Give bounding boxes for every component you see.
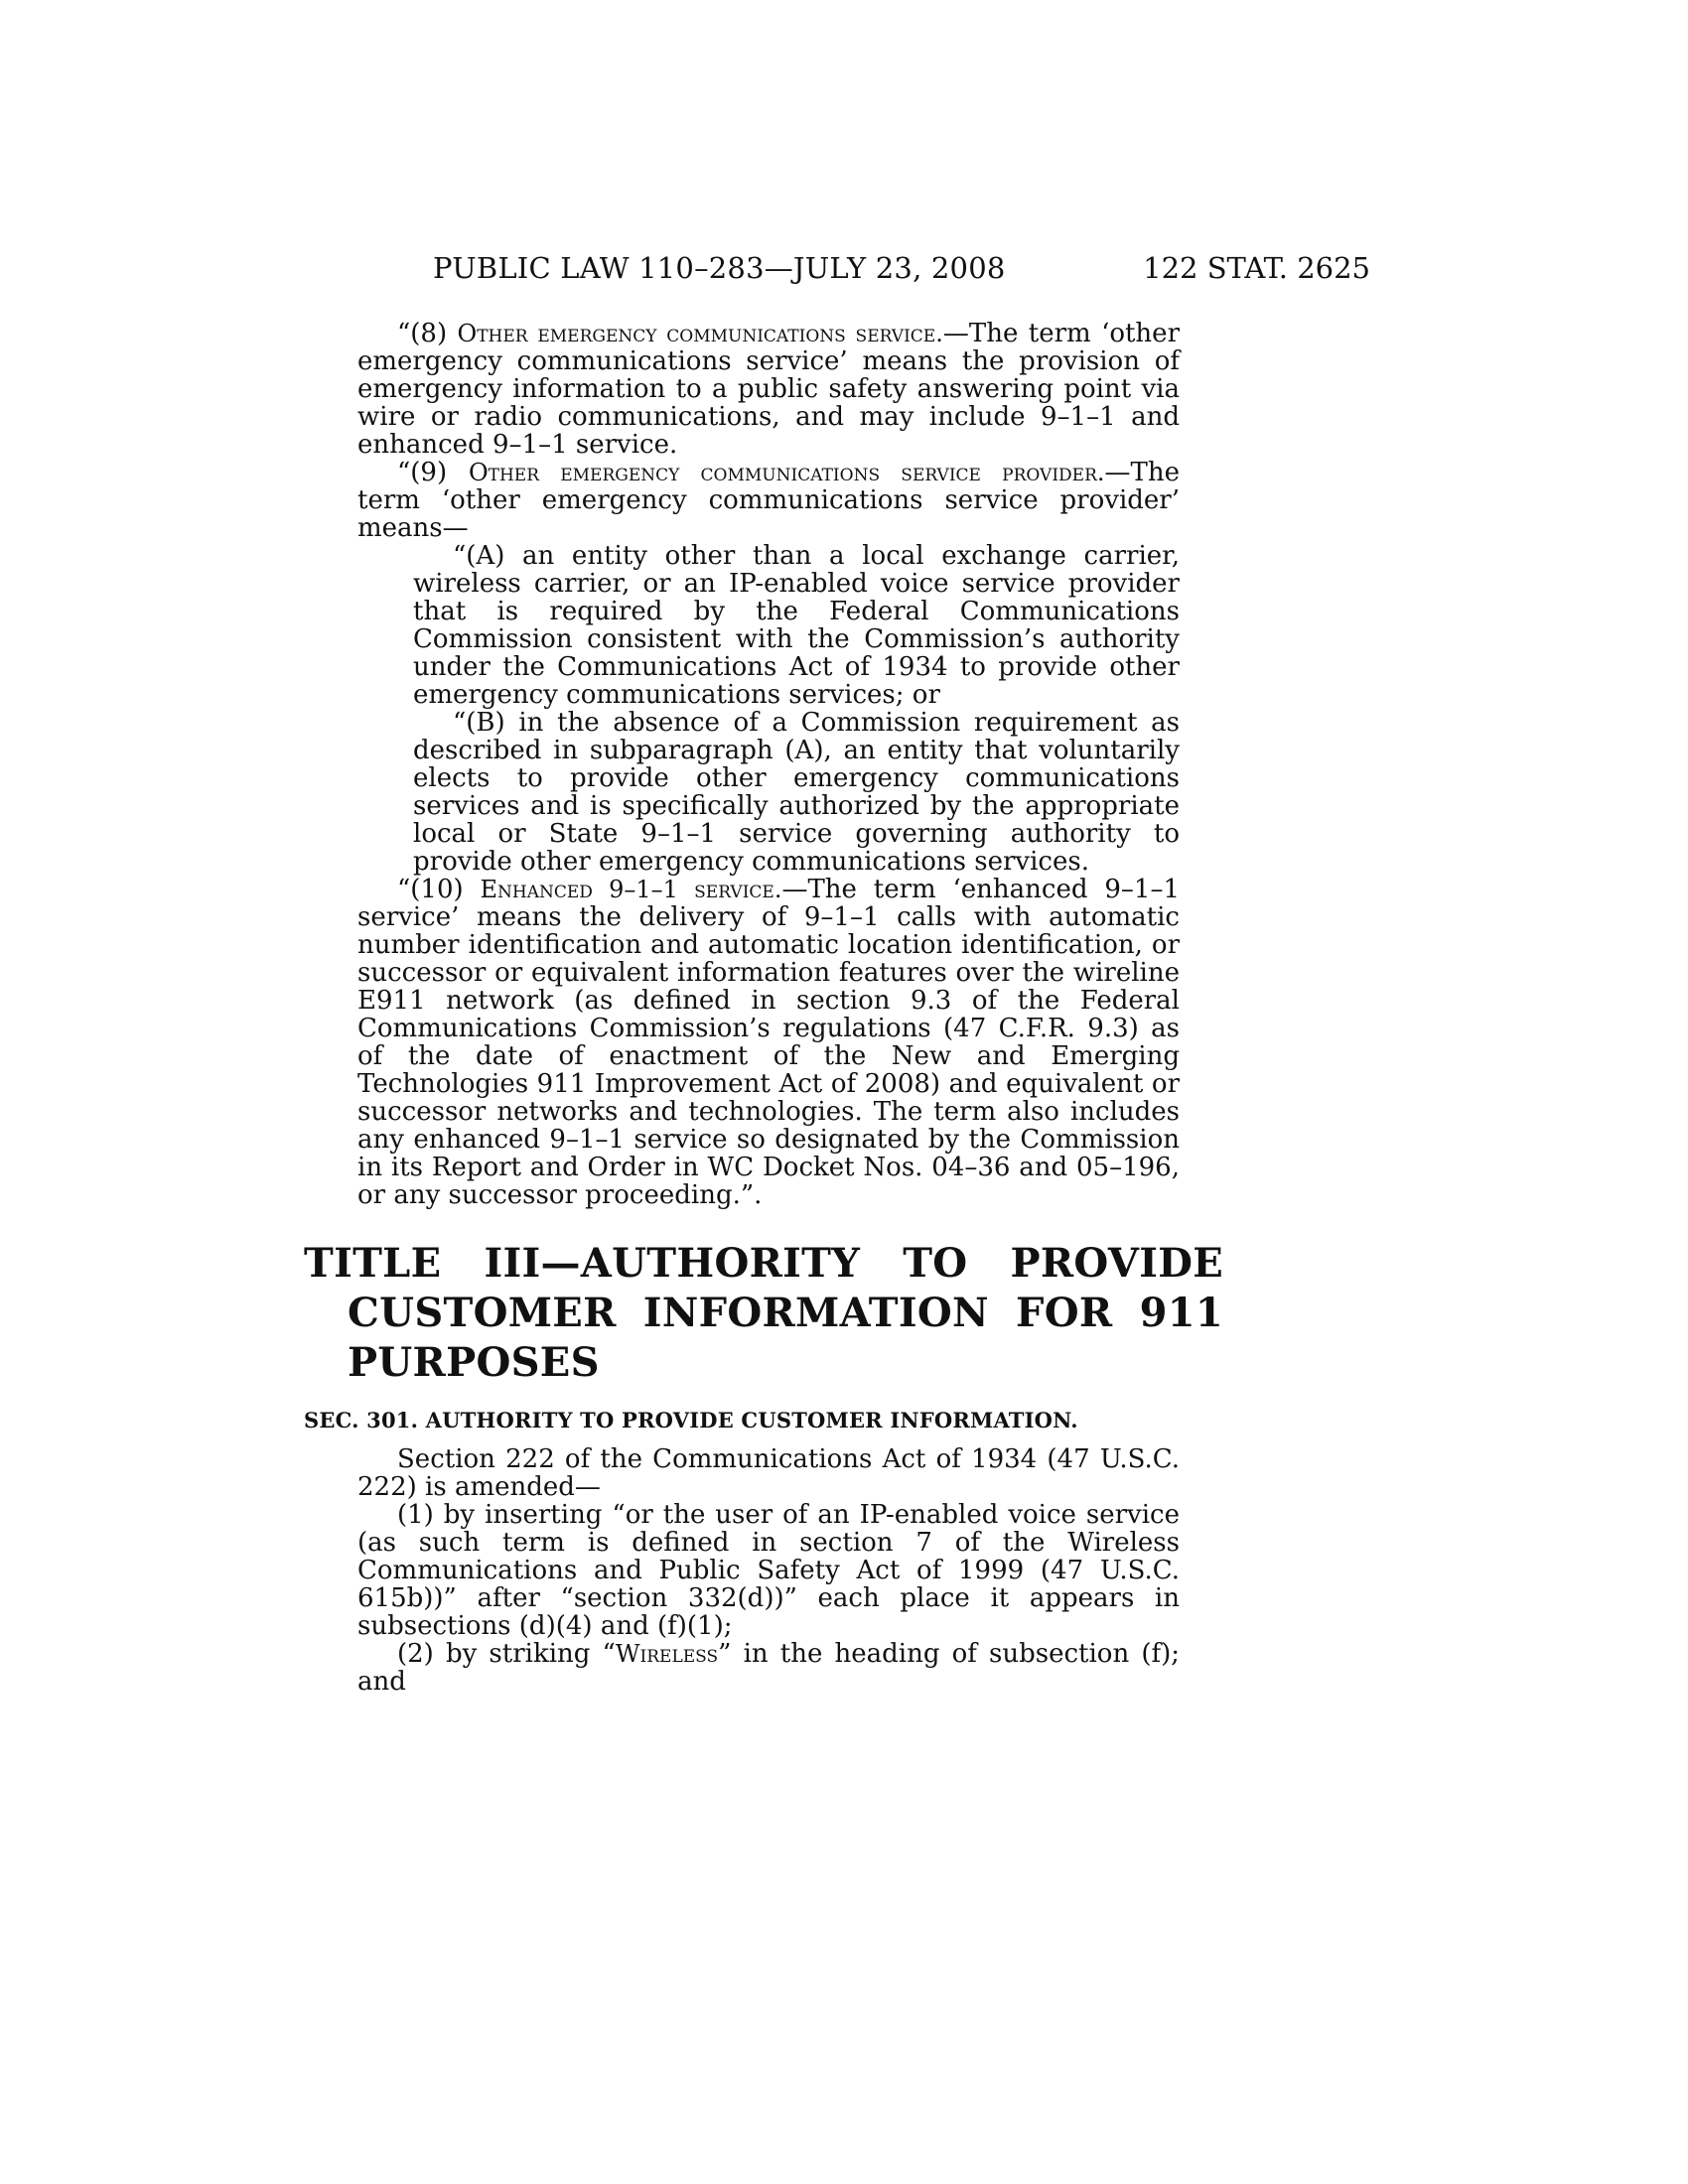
definitions-block (357, 320, 1180, 1209)
section-301-body (357, 1445, 1180, 1696)
subparagraph-b: “(B) in the absence of a Commission requirement as described in subparagraph (A), an entity that voluntarily elects to provide other emergency communications services and is specifically authorized by the appropriate local or State 9–1–1 service governing authority to provide other emergency communications services. (413, 708, 1180, 877)
amendment-item-2-post: ” in the heading of subsection (f); and (357, 1639, 1180, 1697)
paragraph-10-heading: Enhanced 9–1–1 service. (480, 876, 782, 903)
paragraph-10-text: —The term ‘enhanced 9–1–1 service’ means the delivery of 9–1–1 calls with automatic number identification and automatic location identification, or successor or equivalent information features over the wireline E911 network (as defined in section 9.3 of the Federal Communications Commission’s regulations (47 C.F.R. 9.3) as of the date of enactment of the New and Emerging Technologies 911 Improvement Act of 2008) and equivalent or successor networks and technologies. The term also includes any enhanced 9–1–1 service so designated by the Commission in its Report and Order in WC Docket Nos. 04–36 and 05–196, or any successor proceeding.”. (357, 875, 1180, 1210)
paragraph-8-number: “(8) (397, 319, 458, 348)
section-heading: SEC. 301. AUTHORITY TO PROVIDE CUSTOMER INFORMATION. (304, 1408, 1078, 1433)
paragraph-9 (357, 459, 1180, 542)
amendment-item-2-word: Wireless (615, 1640, 719, 1668)
paragraph-9-number: “(9) (397, 458, 469, 487)
amendment-item-2 (357, 1640, 1180, 1696)
page-header (298, 251, 1370, 291)
paragraph-8 (357, 320, 1180, 459)
statute-page-number: 122 STAT. 2625 (1143, 251, 1370, 285)
paragraph-10-number: “(10) (397, 875, 481, 904)
subparagraph-a: “(A) an entity other than a local exchange carrier, wireless carrier, or an IP-enabled voice service provider that is required by the Federal Communications Commission consistent with the Commission’s authority under the Communications Act of 1934 to provide other emergency communications services; or (413, 541, 1180, 710)
paragraph-8-heading: Other emergency communications service. (457, 320, 943, 347)
amendment-item-1: (1) by inserting “or the user of an IP-enabled voice service (as such term is defined in section 7 of the Wireless Communications and Public Safety Act of 1999 (47 U.S.C. 615b))” after “section 332(d))” each place it appears in subsections (d)(4) and (f)(1); (357, 1500, 1180, 1641)
paragraph-9-heading: Other emergency communications service provider. (468, 459, 1105, 486)
paragraph-10 (357, 876, 1180, 1209)
paragraph-9-text: —The term ‘other emergency communications service provider’ means— (357, 458, 1180, 543)
paragraph-8-text: —The term ‘other emergency communications service’ means the provision of emergency information to a public safety answering point via wire or radio communications, and may include 9–1–1 and enhanced 9–1–1 service. (357, 319, 1180, 460)
title-heading: TITLE III—AUTHORITY TO PROVIDE CUSTOMER INFORMATION FOR 911 PURPOSES (304, 1240, 1223, 1386)
section-intro: Section 222 of the Communications Act of 1934 (47 U.S.C. 222) is amended— (357, 1444, 1180, 1502)
amendment-item-2-pre: (2) by striking “ (397, 1639, 616, 1669)
public-law-running-head: PUBLIC LAW 110–283—JULY 23, 2008 (433, 251, 1006, 285)
